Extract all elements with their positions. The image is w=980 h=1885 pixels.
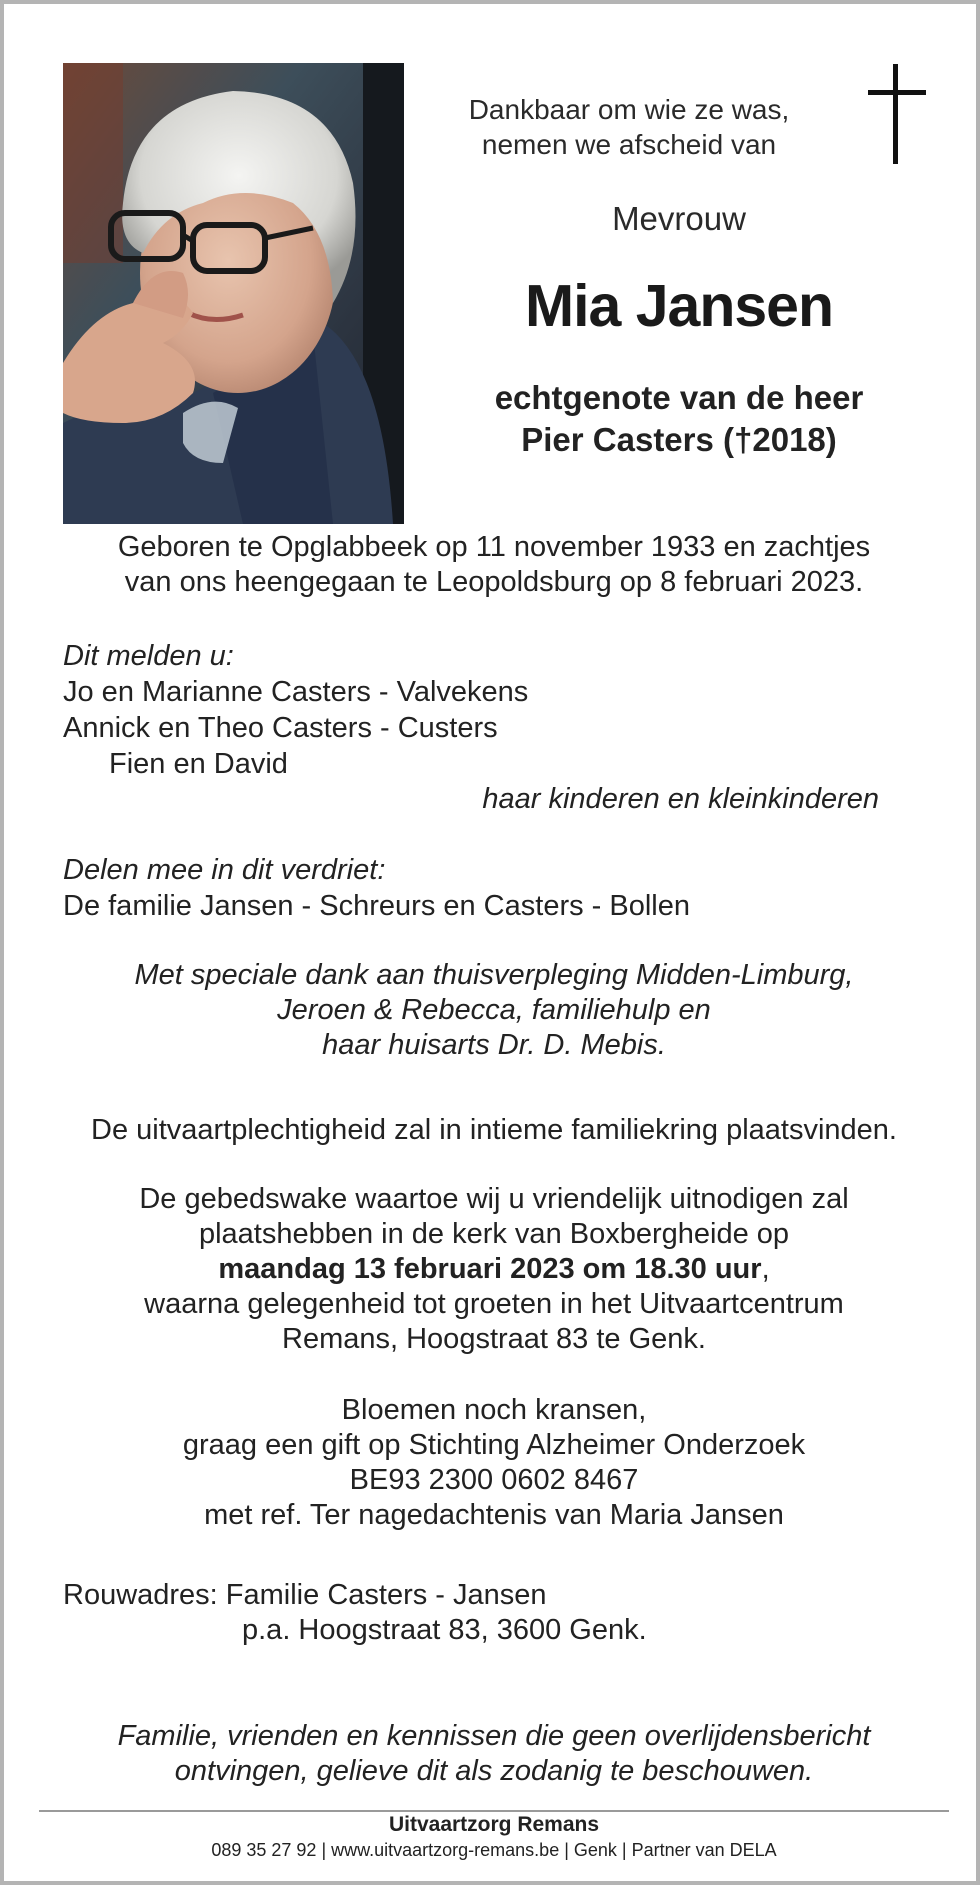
footer-divider: [39, 1810, 949, 1812]
birth-death-text: [44, 530, 944, 600]
intro-line: Dankbaar om wie ze was,: [468, 94, 790, 125]
wake-line: waarna gelegenheid tot groeten in het Uitvaartcentrum: [144, 1288, 844, 1320]
bank-account: BE93 2300 0602 8467: [349, 1464, 639, 1496]
birth-line: Geboren te Opglabbeek op 11 november 1933 en zachtjes: [117, 531, 871, 563]
intro-text: [419, 92, 839, 162]
flowers-text: [44, 1393, 944, 1533]
honorific: Mevrouw: [612, 200, 746, 237]
thanks-line: haar huisarts Dr. D. Mebis.: [322, 1029, 666, 1061]
thanks-line: Jeroen & Rebecca, familiehulp en: [277, 994, 711, 1026]
funeral-text: De uitvaartplechtigheid zal in intieme familiekring plaatsvinden.: [91, 1114, 897, 1146]
address-line: Rouwadres: Familie Casters - Jansen: [63, 1579, 547, 1611]
wake-date-line: [44, 1252, 944, 1287]
wake-line: De gebedswake waartoe wij u vriendelijk uitnodigen zal: [139, 1183, 849, 1215]
wake-line: plaatshebben in de kerk van Boxbergheide op: [198, 1218, 790, 1250]
closing-line: Familie, vrienden en kennissen die geen overlijdensbericht: [117, 1720, 871, 1752]
sharing-heading: Delen mee in dit verdriet:: [63, 854, 386, 886]
portrait-illustration: [63, 63, 404, 524]
deceased-name: Mia Jansen: [524, 273, 834, 339]
spouse-line: Pier Casters (†2018): [521, 421, 837, 458]
thanks-text: [44, 958, 944, 1063]
thanks-line: Met speciale dank aan thuisverpleging Midden-Limburg,: [134, 959, 854, 991]
wake-line: Remans, Hoogstraat 83 te Genk.: [282, 1323, 706, 1355]
grandchildren-line: Fien en David: [109, 748, 288, 780]
address-line: p.a. Hoogstraat 83, 3600 Genk.: [242, 1614, 647, 1646]
flowers-line: Bloemen noch kransen,: [341, 1394, 647, 1426]
wake-date-suffix: ,: [761, 1253, 770, 1285]
death-line: van ons heengegaan te Leopoldsburg op 8 februari 2023.: [124, 566, 864, 598]
spouse-text: [419, 377, 939, 461]
flowers-line: met ref. Ter nagedachtenis van Maria Jansen: [204, 1499, 784, 1531]
cross-icon: [868, 64, 926, 164]
announcer-line: Jo en Marianne Casters - Valvekens: [63, 676, 529, 708]
funeral-home-name: Uitvaartzorg Remans: [388, 1813, 600, 1836]
flowers-line: graag een gift op Stichting Alzheimer Onderzoek: [182, 1429, 806, 1461]
relation-text: haar kinderen en kleinkinderen: [482, 783, 879, 815]
announcers-heading: Dit melden u:: [63, 640, 234, 672]
closing-line: ontvingen, gelieve dit als zodanig te beschouwen.: [174, 1755, 814, 1787]
wake-text: [44, 1182, 944, 1357]
intro-line: nemen we afscheid van: [481, 129, 777, 160]
wake-date: maandag 13 februari 2023 om 18.30 uur: [218, 1253, 762, 1285]
sharing-line: De familie Jansen - Schreurs en Casters - Bollen: [63, 890, 690, 922]
announcer-line: Annick en Theo Casters - Custers: [63, 712, 498, 744]
closing-text: [24, 1719, 964, 1789]
spouse-line: echtgenote van de heer: [494, 379, 864, 416]
funeral-home-info: 089 35 27 92 | www.uitvaartzorg-remans.be | Genk | Partner van DELA: [211, 1840, 777, 1860]
portrait-photo: [63, 63, 404, 524]
